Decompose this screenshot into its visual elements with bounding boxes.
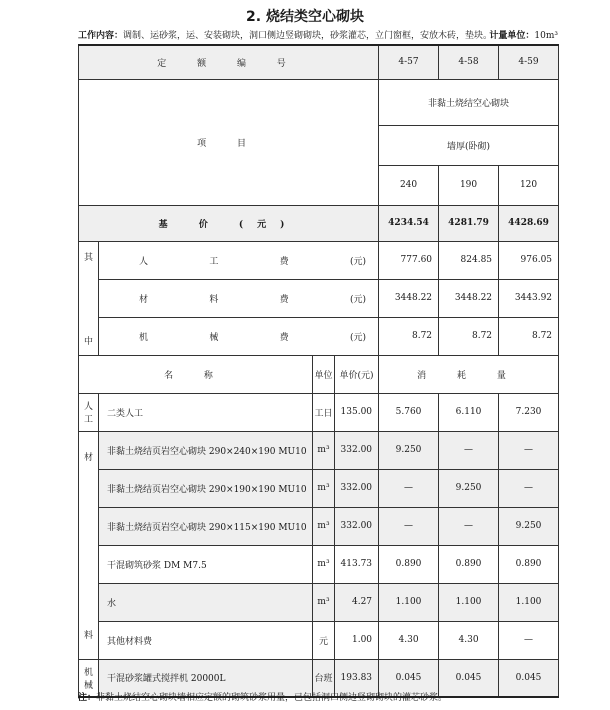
quota-table xyxy=(78,44,559,698)
labor-price: 135.00 xyxy=(335,393,379,431)
material-qty: — xyxy=(499,431,559,469)
consumption-header: 消 耗 量 xyxy=(379,355,559,393)
footnote xyxy=(78,690,558,703)
code-label: 定 额 编 号 xyxy=(79,45,379,79)
machine-name: 干混砂浆罐式搅拌机 20000L xyxy=(99,659,313,697)
group-row xyxy=(79,79,559,125)
material-cost-1: 3448.22 xyxy=(379,279,439,317)
column-header-row xyxy=(79,355,559,393)
material-qty: 9.250 xyxy=(439,469,499,507)
sub-label: 墙厚(卧砌) xyxy=(379,125,559,165)
material-price: 332.00 xyxy=(335,469,379,507)
code-row xyxy=(79,45,559,79)
labor-side: 人 工 xyxy=(79,393,99,431)
material-row xyxy=(79,545,559,583)
code-1: 4-57 xyxy=(379,45,439,79)
labor-cost-1: 777.60 xyxy=(379,241,439,279)
materials-side xyxy=(79,431,99,659)
labor-name: 二类人工 xyxy=(99,393,313,431)
thickness-3: 120 xyxy=(499,165,559,205)
base-price-1: 4234.54 xyxy=(379,205,439,241)
material-cost-3: 3443.92 xyxy=(499,279,559,317)
material-qty: 4.30 xyxy=(379,621,439,659)
base-price-row xyxy=(79,205,559,241)
material-price: 413.73 xyxy=(335,545,379,583)
material-row xyxy=(79,621,559,659)
material-unit: m³ xyxy=(313,469,335,507)
labor-row xyxy=(79,393,559,431)
measure-unit xyxy=(489,28,558,41)
material-qty: 9.250 xyxy=(499,507,559,545)
material-qty: 1.100 xyxy=(499,583,559,621)
material-qty: 0.890 xyxy=(439,545,499,583)
machine-cost-1: 8.72 xyxy=(379,317,439,355)
unit-label: 计量单位： xyxy=(489,31,535,41)
work-content xyxy=(78,28,558,41)
price-header: 单价(元) xyxy=(335,355,379,393)
material-qty: — xyxy=(439,431,499,469)
item-label: 项 目 xyxy=(79,79,379,205)
material-qty: — xyxy=(499,621,559,659)
material-name: 水 xyxy=(99,583,313,621)
material-unit: m³ xyxy=(313,431,335,469)
material-qty: 1.100 xyxy=(439,583,499,621)
name-header: 名 称 xyxy=(79,355,313,393)
machine-unit: 台班 xyxy=(313,659,335,697)
machine-cost-row xyxy=(79,317,559,355)
code-3: 4-59 xyxy=(499,45,559,79)
material-name: 非黏土烧结页岩空心砌块 290×115×190 MU10 xyxy=(99,507,313,545)
material-qty: 9.250 xyxy=(379,431,439,469)
material-qty: 4.30 xyxy=(439,621,499,659)
material-price: 332.00 xyxy=(335,431,379,469)
material-name: 其他材料费 xyxy=(99,621,313,659)
machine-qty-2: 0.045 xyxy=(439,659,499,697)
material-row xyxy=(79,431,559,469)
side-liao: 料 xyxy=(83,630,93,641)
side-zhong: 中 xyxy=(83,336,93,347)
machine-cost-2: 8.72 xyxy=(439,317,499,355)
note-label: 注： xyxy=(78,693,97,703)
thickness-1: 240 xyxy=(379,165,439,205)
material-price: 1.00 xyxy=(335,621,379,659)
material-unit: 元 xyxy=(313,621,335,659)
material-unit: m³ xyxy=(313,545,335,583)
machine-side: 机 械 xyxy=(79,659,99,697)
material-row xyxy=(79,469,559,507)
machine-price: 193.83 xyxy=(335,659,379,697)
base-price-3: 4428.69 xyxy=(499,205,559,241)
labor-qty-1: 5.760 xyxy=(379,393,439,431)
material-cost-2: 3448.22 xyxy=(439,279,499,317)
material-qty: — xyxy=(379,507,439,545)
machine-cost-3: 8.72 xyxy=(499,317,559,355)
unit-header: 单位 xyxy=(313,355,335,393)
work-text: 调制、运砂浆，运、安装砌块，洞口侧边竖砌砌块，砂浆灌芯，立门窗框，安放木砖，垫块。 xyxy=(123,31,493,41)
material-qty: — xyxy=(379,469,439,507)
material-price: 332.00 xyxy=(335,507,379,545)
group-label: 非黏土烧结空心砌块 xyxy=(379,79,559,125)
material-qty: — xyxy=(439,507,499,545)
components-side xyxy=(79,241,99,355)
machine-qty-3: 0.045 xyxy=(499,659,559,697)
labor-unit: 工日 xyxy=(313,393,335,431)
material-qty: 0.890 xyxy=(499,545,559,583)
material-qty: 0.890 xyxy=(379,545,439,583)
material-cost-row xyxy=(79,279,559,317)
material-name: 干混砌筑砂浆 DM M7.5 xyxy=(99,545,313,583)
side-cai: 材 xyxy=(83,452,93,463)
work-label: 工作内容： xyxy=(78,31,124,41)
unit-value: 10m³ xyxy=(534,31,558,41)
labor-cost-row xyxy=(79,241,559,279)
code-2: 4-58 xyxy=(439,45,499,79)
material-unit: m³ xyxy=(313,507,335,545)
labor-cost-label: 人 工 费 (元) xyxy=(99,241,379,279)
page-title: 2. 烧结类空心砌块 xyxy=(246,9,364,25)
material-name: 非黏土烧结页岩空心砌块 290×190×190 MU10 xyxy=(99,469,313,507)
material-name: 非黏土烧结页岩空心砌块 290×240×190 MU10 xyxy=(99,431,313,469)
machine-qty-1: 0.045 xyxy=(379,659,439,697)
material-cost-label: 材 料 费 (元) xyxy=(99,279,379,317)
note-text: 非黏土烧结空心砌块墙相应定额的砌筑砂浆用量，已包括洞口侧边竖砌砌块的灌芯砂浆。 xyxy=(96,693,448,703)
material-price: 4.27 xyxy=(335,583,379,621)
thickness-2: 190 xyxy=(439,165,499,205)
material-qty: 1.100 xyxy=(379,583,439,621)
labor-qty-3: 7.230 xyxy=(499,393,559,431)
side-qi: 其 xyxy=(83,252,93,263)
material-row xyxy=(79,583,559,621)
labor-qty-2: 6.110 xyxy=(439,393,499,431)
machine-cost-label: 机 械 费 (元) xyxy=(99,317,379,355)
base-price-2: 4281.79 xyxy=(439,205,499,241)
base-price-label: 基 价 (元) xyxy=(79,205,379,241)
material-unit: m³ xyxy=(313,583,335,621)
material-row xyxy=(79,507,559,545)
material-qty: — xyxy=(499,469,559,507)
labor-cost-2: 824.85 xyxy=(439,241,499,279)
labor-cost-3: 976.05 xyxy=(499,241,559,279)
